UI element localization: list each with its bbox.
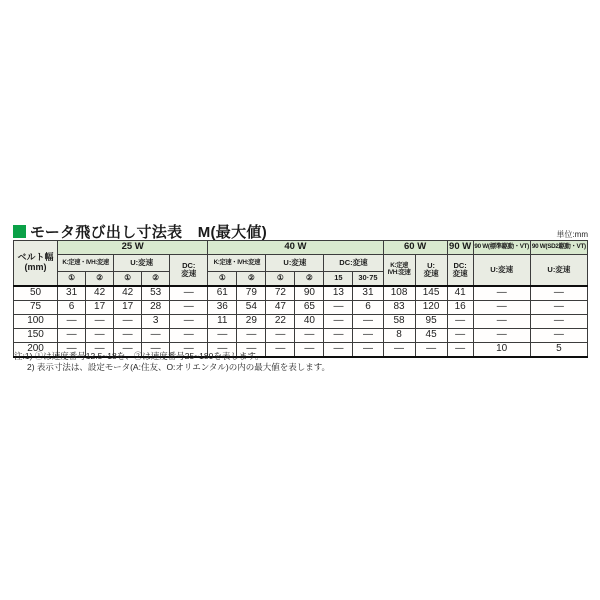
dim-cell: — [353, 329, 383, 343]
dim-cell: 5 [530, 343, 587, 358]
dc-label-line1: DC: [453, 260, 467, 270]
dimension-table [13, 240, 588, 358]
dim-cell: — [324, 315, 353, 329]
dim-cell: — [114, 343, 142, 358]
dim-cell: — [324, 329, 353, 343]
dim-cell: — [114, 315, 142, 329]
header-25w: 25 W [58, 241, 208, 255]
belt-width-cell: 75 [14, 301, 58, 315]
k60-label-line1: K:定速 [390, 262, 408, 270]
belt-width-header [14, 241, 58, 287]
dim-cell: — [324, 343, 353, 358]
dim-cell: — [530, 301, 587, 315]
dim-cell: 11 [208, 315, 237, 329]
header-row-motor-type [14, 255, 588, 272]
header-90w-sd2-u: U:変速 [530, 255, 587, 287]
belt-width-header-line1: ベルト幅 [17, 252, 54, 263]
dim-cell: 17 [114, 301, 142, 315]
header-90w-dc [447, 255, 473, 287]
dim-cell: — [447, 329, 473, 343]
dim-cell: 29 [237, 315, 266, 329]
dim-cell: 58 [383, 315, 415, 329]
dim-cell: — [58, 315, 86, 329]
dim-cell: — [473, 301, 530, 315]
speed-circle-1: ① [208, 272, 237, 287]
dc-label-line2: 変速 [181, 269, 197, 278]
dim-cell: — [142, 329, 170, 343]
speed-circle-2: ② [237, 272, 266, 287]
dc-speed-30-75: 30·75 [353, 272, 383, 287]
dim-cell: — [415, 343, 447, 358]
dc-label-line2: 変速 [452, 269, 468, 278]
dim-cell: — [473, 315, 530, 329]
dim-cell: — [266, 329, 295, 343]
dim-cell: — [58, 329, 86, 343]
dim-cell: — [170, 315, 208, 329]
dim-cell: 61 [208, 286, 237, 301]
dim-cell: — [170, 286, 208, 301]
dim-cell: — [237, 343, 266, 358]
dim-cell: — [208, 329, 237, 343]
table-row-belt-75 [14, 301, 588, 315]
dim-cell: 3 [142, 315, 170, 329]
dim-cell: — [530, 329, 587, 343]
table-row-belt-100 [14, 315, 588, 329]
speed-circle-1: ① [58, 272, 86, 287]
dim-cell: — [383, 343, 415, 358]
green-square-bullet-icon [13, 225, 26, 238]
header-row-wattage [14, 241, 588, 255]
dim-cell: — [170, 343, 208, 358]
dim-cell: 31 [58, 286, 86, 301]
dim-cell: 54 [237, 301, 266, 315]
table-row-belt-150 [14, 329, 588, 343]
belt-width-cell: 150 [14, 329, 58, 343]
k60-label-line2: IVH:変速 [387, 269, 411, 276]
section-title-row [13, 221, 267, 242]
dim-cell: 31 [353, 286, 383, 301]
dim-cell: 8 [383, 329, 415, 343]
dim-cell: 6 [58, 301, 86, 315]
dim-cell: — [170, 301, 208, 315]
dim-cell: 42 [114, 286, 142, 301]
dim-cell: 40 [295, 315, 324, 329]
dim-cell: — [353, 315, 383, 329]
speed-circle-2: ② [295, 272, 324, 287]
header-60w-k-ivh [383, 255, 415, 287]
dim-cell: — [530, 286, 587, 301]
header-40w-dc: DC:変速 [324, 255, 383, 272]
dim-cell: 36 [208, 301, 237, 315]
dim-cell: 120 [415, 301, 447, 315]
dim-cell: 145 [415, 286, 447, 301]
belt-width-cell: 200 [14, 343, 58, 358]
header-90w: 90 W [447, 241, 473, 255]
dim-cell: 41 [447, 286, 473, 301]
speed-circle-1: ① [266, 272, 295, 287]
footnote-2: 2) 表示寸法は、設定モータ(A:住友、O:オリエンタル)の内の最大値を表します。 [27, 362, 331, 372]
speed-circle-2: ② [142, 272, 170, 287]
dim-cell: 13 [324, 286, 353, 301]
dim-cell: — [266, 343, 295, 358]
dim-cell: 108 [383, 286, 415, 301]
dim-cell: — [324, 301, 353, 315]
header-60w: 60 W [383, 241, 447, 255]
header-25w-dc [170, 255, 208, 287]
header-40w-k-ivh: K:定速・IVH:変速 [208, 255, 266, 272]
dim-cell: 90 [295, 286, 324, 301]
unit-label: 単位:mm [556, 230, 588, 239]
dim-cell: — [114, 329, 142, 343]
dim-cell: — [58, 343, 86, 358]
header-60w-u [415, 255, 447, 287]
header-90w-standard-u: U:変速 [473, 255, 530, 287]
dc-label-line1: DC: [182, 260, 196, 270]
dim-cell: — [86, 315, 114, 329]
u60-label-line1: U: [427, 260, 436, 270]
dim-cell: 10 [473, 343, 530, 358]
dim-cell: 28 [142, 301, 170, 315]
header-40w: 40 W [208, 241, 383, 255]
dim-cell: — [353, 343, 383, 358]
dim-cell: — [170, 329, 208, 343]
dim-cell: — [86, 343, 114, 358]
dim-cell: — [295, 329, 324, 343]
dim-cell: — [530, 315, 587, 329]
header-25w-u: U:変速 [114, 255, 170, 272]
dim-cell: — [86, 329, 114, 343]
dim-cell: — [473, 286, 530, 301]
header-90w-sd2-vt: 90 W(SD2駆動・VT) [530, 241, 587, 255]
dim-cell: — [237, 329, 266, 343]
belt-width-cell: 100 [14, 315, 58, 329]
speed-circle-1: ① [114, 272, 142, 287]
header-90w-standard-vt: 90 W(標準駆動・VT) [473, 241, 530, 255]
dim-cell: 22 [266, 315, 295, 329]
dim-cell: 53 [142, 286, 170, 301]
page-title: モータ飛び出し寸法表 M(最大値) [30, 224, 267, 241]
dim-cell: — [447, 343, 473, 358]
dim-cell: — [142, 343, 170, 358]
dim-cell: 83 [383, 301, 415, 315]
dim-cell: 17 [86, 301, 114, 315]
dim-cell: 16 [447, 301, 473, 315]
belt-width-header-line2: (mm) [24, 262, 47, 272]
dim-cell: 47 [266, 301, 295, 315]
dim-cell: 95 [415, 315, 447, 329]
table-row-belt-50 [14, 286, 588, 301]
dim-cell: 65 [295, 301, 324, 315]
footnote-1: 注:1) ①は速度番号12.5~18を、②は速度番号25~180を表します。 [14, 351, 264, 361]
dc-speed-15: 15 [324, 272, 353, 287]
dim-cell: 6 [353, 301, 383, 315]
dim-cell: 42 [86, 286, 114, 301]
dim-cell: 79 [237, 286, 266, 301]
dim-cell: — [447, 315, 473, 329]
footnotes [14, 351, 330, 373]
header-40w-u: U:変速 [266, 255, 324, 272]
dim-cell: — [208, 343, 237, 358]
dim-cell: 72 [266, 286, 295, 301]
dim-cell: — [473, 329, 530, 343]
belt-width-cell: 50 [14, 286, 58, 301]
u60-label-line2: 変速 [423, 269, 439, 278]
speed-circle-2: ② [86, 272, 114, 287]
header-25w-k-ivh: K:定速・IVH:変速 [58, 255, 114, 272]
dim-cell: 45 [415, 329, 447, 343]
dim-cell: — [295, 343, 324, 358]
